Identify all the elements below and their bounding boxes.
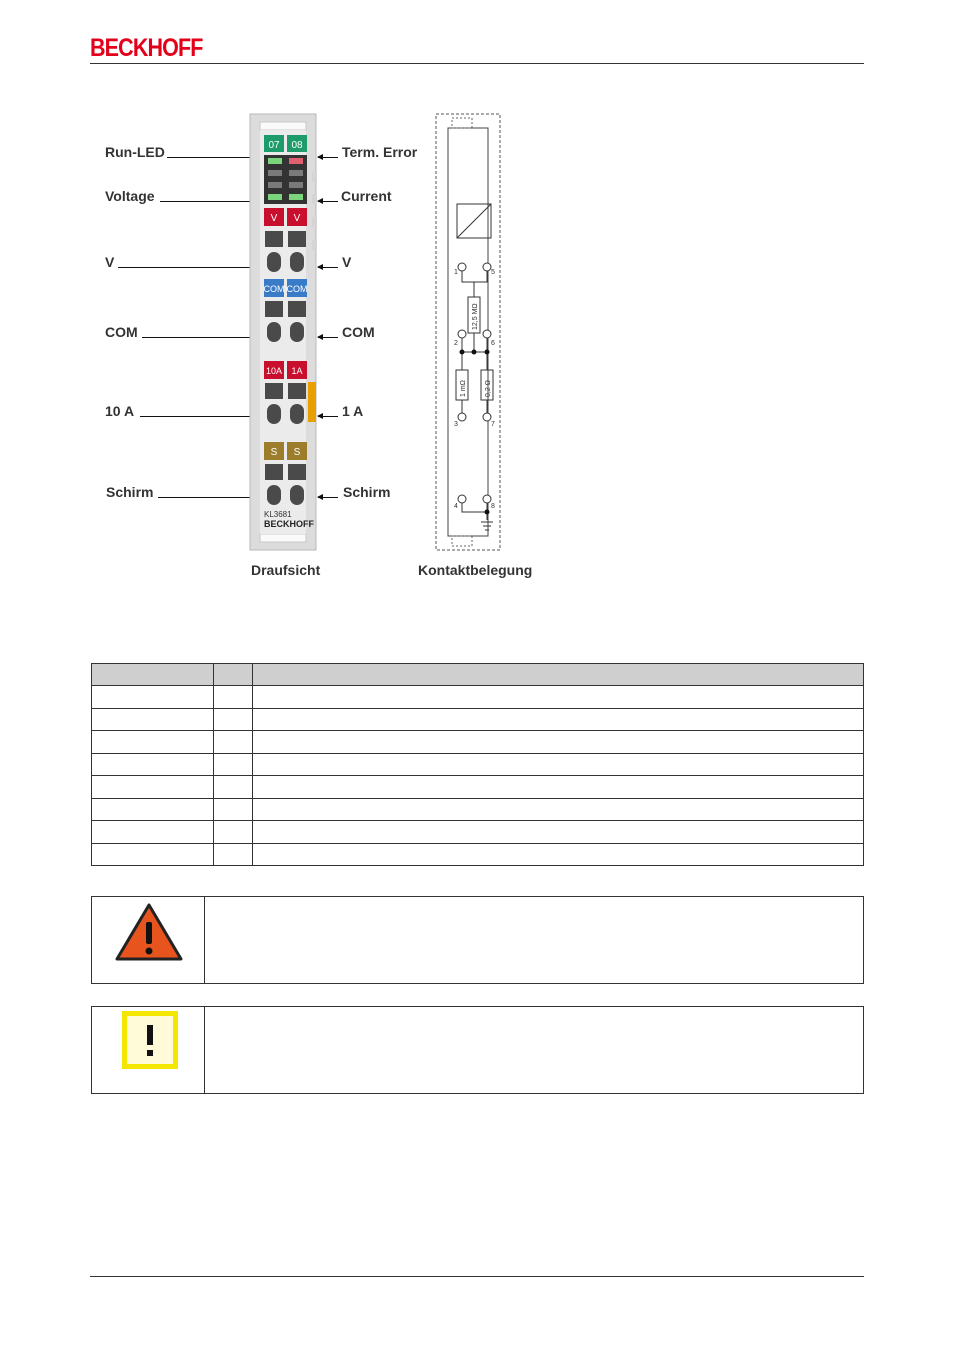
footer-rule xyxy=(90,1276,864,1277)
table-row xyxy=(92,686,864,709)
pin-4: 4 xyxy=(454,503,458,510)
warning-note xyxy=(91,896,864,984)
terminal-v-label-right: V xyxy=(293,213,301,224)
table-header-cell xyxy=(214,664,253,686)
terminal-led-label-08: 08 xyxy=(291,140,303,151)
label-term-error: Term. Error xyxy=(342,144,418,160)
pin-7: 7 xyxy=(491,421,495,428)
table-row xyxy=(92,753,864,776)
terminal-led-label-07: 07 xyxy=(268,140,280,151)
current-led xyxy=(289,194,303,200)
label-current: Current xyxy=(341,188,392,204)
label-com-left: COM xyxy=(105,324,138,340)
pin-8: 8 xyxy=(491,503,495,510)
arrow-com-right xyxy=(318,337,338,338)
fuse-marker xyxy=(308,382,316,422)
run-led xyxy=(268,158,282,164)
terminal-v-label-left: V xyxy=(270,213,278,224)
pin-5: 5 xyxy=(491,269,495,276)
arrow-voltage xyxy=(160,201,259,202)
table-row xyxy=(92,821,864,844)
resistor-12-5-mohm: 12,5 MΩ xyxy=(472,303,479,330)
table-row xyxy=(92,843,864,866)
pin-2: 2 xyxy=(454,340,458,347)
warning-triangle-icon xyxy=(114,902,184,962)
table-row xyxy=(92,731,864,754)
terminal-top-view xyxy=(246,112,320,552)
brand-logo: BECKHOFF xyxy=(90,34,203,62)
arrow-v-right xyxy=(318,267,338,268)
resistor-0-2-ohm: 0,2 Ω xyxy=(485,380,492,397)
terminal-maker: BECKHOFF xyxy=(264,519,314,529)
terminal-model: KL3681 xyxy=(264,510,292,519)
pin-1: 1 xyxy=(454,269,458,276)
table-row xyxy=(92,798,864,821)
label-voltage: Voltage xyxy=(105,188,155,204)
arrow-term-error xyxy=(318,157,338,158)
attention-exclamation-icon xyxy=(122,1011,178,1069)
contact-schematic xyxy=(432,112,504,552)
label-run-led: Run-LED xyxy=(105,144,165,160)
terminal-s-label-left: S xyxy=(270,447,278,458)
pin-6: 6 xyxy=(491,340,495,347)
arrow-current xyxy=(318,201,338,202)
label-schirm-left: Schirm xyxy=(106,484,154,500)
arrow-schirm-right xyxy=(318,497,338,498)
terminal-com-label-left: COM xyxy=(263,284,285,294)
terminal-s-label-right: S xyxy=(293,447,301,458)
terminal-10a-label: 10A xyxy=(265,366,283,376)
label-v-left: V xyxy=(105,254,115,270)
label-1a: 1 A xyxy=(342,403,364,419)
caption-draufsicht: Draufsicht xyxy=(251,562,321,578)
arrow-v-left xyxy=(118,267,259,268)
attention-note xyxy=(91,1006,864,1094)
arrow-1a xyxy=(318,416,338,417)
voltage-led xyxy=(268,194,282,200)
resistor-1-mohm: 1 mΩ xyxy=(460,380,467,397)
terminal-1a-label: 1A xyxy=(291,366,303,376)
table-header-row xyxy=(92,664,864,686)
header-rule xyxy=(90,63,864,64)
table-header-cell xyxy=(92,664,214,686)
label-10a: 10 A xyxy=(105,403,135,419)
pin-table xyxy=(91,663,864,866)
label-v-right: V xyxy=(342,254,352,270)
table-row xyxy=(92,776,864,799)
table-row xyxy=(92,708,864,731)
terminal-com-label-right: COM xyxy=(286,284,308,294)
table-header-cell xyxy=(253,664,864,686)
error-led xyxy=(289,158,303,164)
caption-kontaktbelegung: Kontaktbelegung xyxy=(418,562,533,578)
pin-3: 3 xyxy=(454,421,458,428)
arrow-com-left xyxy=(142,337,259,338)
label-schirm-right: Schirm xyxy=(343,484,391,500)
arrow-10a xyxy=(140,416,259,417)
label-com-right: COM xyxy=(342,324,375,340)
arrow-schirm-left xyxy=(158,497,259,498)
